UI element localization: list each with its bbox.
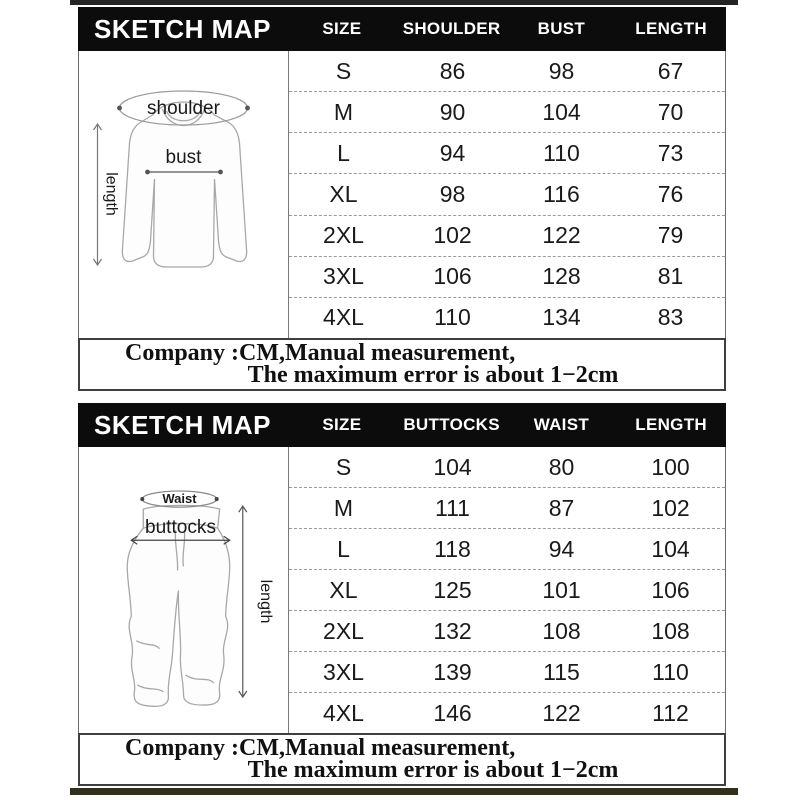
length-value: 73 (657, 139, 684, 166)
table-row (289, 529, 725, 570)
length-value: 76 (657, 180, 684, 207)
waist-value: 101 (542, 576, 581, 603)
table-row (289, 174, 725, 215)
size-label: L (337, 535, 350, 562)
bust-value: 110 (543, 139, 580, 166)
waist-value: 80 (548, 453, 575, 480)
shoulder-ellipse-end-dot (117, 106, 122, 111)
shirt-table-header (78, 7, 726, 51)
buttocks-value: 111 (435, 494, 470, 521)
length-measure-line (94, 124, 102, 265)
size-label: 3XL (323, 263, 364, 290)
shoulder-value: 110 (434, 304, 471, 331)
bottom-edge-strip (70, 788, 738, 795)
bust-value: 104 (542, 98, 581, 125)
size-label: 4XL (323, 699, 364, 726)
waist-value: 94 (548, 535, 575, 562)
sketch-map-title: SKETCH MAP (94, 409, 271, 440)
note-line-1: Company :CM,Manual measurement, (125, 340, 516, 366)
bust-label: bust (165, 147, 202, 168)
pants-size-rows (289, 447, 725, 733)
size-label: L (337, 139, 350, 166)
pants-table-body (78, 447, 726, 733)
size-label: 4XL (323, 304, 364, 331)
shoulder-value: 94 (439, 139, 466, 166)
bust-value: 98 (548, 57, 575, 84)
buttocks-label: buttocks (144, 517, 217, 539)
shirt-size-rows (289, 51, 725, 338)
table-row (289, 570, 725, 611)
size-label: 2XL (323, 222, 364, 249)
length-value: 81 (657, 263, 684, 290)
shirt-sketch-drawing (79, 51, 288, 338)
size-label: XL (329, 180, 358, 207)
shoulder-value: 98 (439, 180, 466, 207)
waist-value: 122 (542, 699, 581, 726)
size-label: 3XL (323, 658, 364, 685)
waist-value: 108 (542, 617, 581, 644)
pants-size-panel (78, 403, 726, 786)
length-value: 110 (652, 658, 689, 685)
column-header-shoulder: SHOULDER (402, 19, 501, 38)
shoulder-value: 86 (439, 57, 466, 84)
waist-label: Waist (162, 491, 197, 507)
column-header-size: SIZE (322, 415, 362, 434)
length-value: 112 (652, 699, 689, 726)
column-header-bust: BUST (537, 19, 586, 38)
waist-ellipse-end-dot (215, 497, 219, 501)
length-measure-line (239, 506, 247, 697)
table-row (289, 257, 725, 298)
buttocks-value: 104 (433, 453, 472, 480)
table-row (289, 133, 725, 174)
buttocks-value: 139 (433, 658, 472, 685)
column-header-waist: WAIST (533, 415, 590, 434)
table-row (289, 92, 725, 133)
size-label: M (333, 98, 354, 125)
sketch-map-title: SKETCH MAP (94, 13, 271, 44)
length-value: 67 (657, 57, 684, 84)
shirt-size-panel (78, 7, 726, 391)
buttocks-value: 132 (433, 617, 472, 644)
shirt-column-headers (287, 19, 726, 39)
column-header-size: SIZE (322, 19, 362, 38)
table-row (289, 488, 725, 529)
shirt-outline (122, 102, 246, 267)
column-header-length: LENGTH (635, 415, 707, 434)
table-row (289, 216, 725, 257)
bust-line-end-dot (218, 170, 223, 175)
column-header-buttocks: BUTTOCKS (403, 415, 500, 434)
size-label: M (333, 494, 354, 521)
length-label: length (102, 172, 120, 216)
buttocks-value: 125 (433, 576, 472, 603)
pants-column-headers (287, 415, 726, 435)
size-label: 2XL (323, 617, 364, 644)
table-row (289, 51, 725, 92)
bust-line-end-dot (145, 170, 150, 175)
shoulder-value: 106 (433, 263, 472, 290)
measurement-note (78, 338, 726, 391)
size-label: S (335, 453, 352, 480)
bust-value: 122 (542, 222, 581, 249)
buttocks-value: 118 (434, 535, 471, 562)
waist-value: 87 (548, 494, 575, 521)
length-label: length (256, 579, 275, 624)
waist-value: 115 (543, 658, 580, 685)
pants-sketch (79, 447, 289, 733)
top-edge-strip (70, 0, 738, 5)
bust-value: 134 (542, 304, 581, 331)
note-line-1: Company :CM,Manual measurement, (125, 735, 516, 761)
table-row (289, 298, 725, 338)
table-row (289, 693, 725, 733)
shoulder-value: 90 (439, 98, 466, 125)
table-row (289, 652, 725, 693)
size-label: S (335, 57, 352, 84)
note-line-2: The maximum error is about 1−2cm (247, 362, 619, 388)
size-label: XL (329, 576, 358, 603)
note-line-2: The maximum error is about 1−2cm (247, 757, 619, 783)
pants-sketch-drawing (79, 447, 288, 733)
length-value: 100 (651, 453, 690, 480)
length-value: 108 (651, 617, 690, 644)
length-value: 79 (657, 222, 684, 249)
shoulder-ellipse-end-dot (245, 106, 250, 111)
pants-table-header (78, 403, 726, 447)
table-row (289, 611, 725, 652)
bust-value: 116 (543, 180, 580, 207)
length-value: 102 (651, 494, 690, 521)
length-value: 104 (651, 535, 690, 562)
length-value: 70 (657, 98, 684, 125)
length-value: 106 (651, 576, 690, 603)
table-row (289, 447, 725, 488)
waist-ellipse-end-dot (140, 497, 144, 501)
buttocks-value: 146 (433, 699, 472, 726)
shirt-table-body (78, 51, 726, 338)
bust-value: 128 (542, 263, 581, 290)
shirt-sketch (79, 51, 289, 338)
shoulder-label: shoulder (147, 98, 220, 119)
column-header-length: LENGTH (635, 19, 707, 38)
shoulder-value: 102 (433, 222, 472, 249)
measurement-note (78, 733, 726, 786)
length-value: 83 (657, 304, 684, 331)
